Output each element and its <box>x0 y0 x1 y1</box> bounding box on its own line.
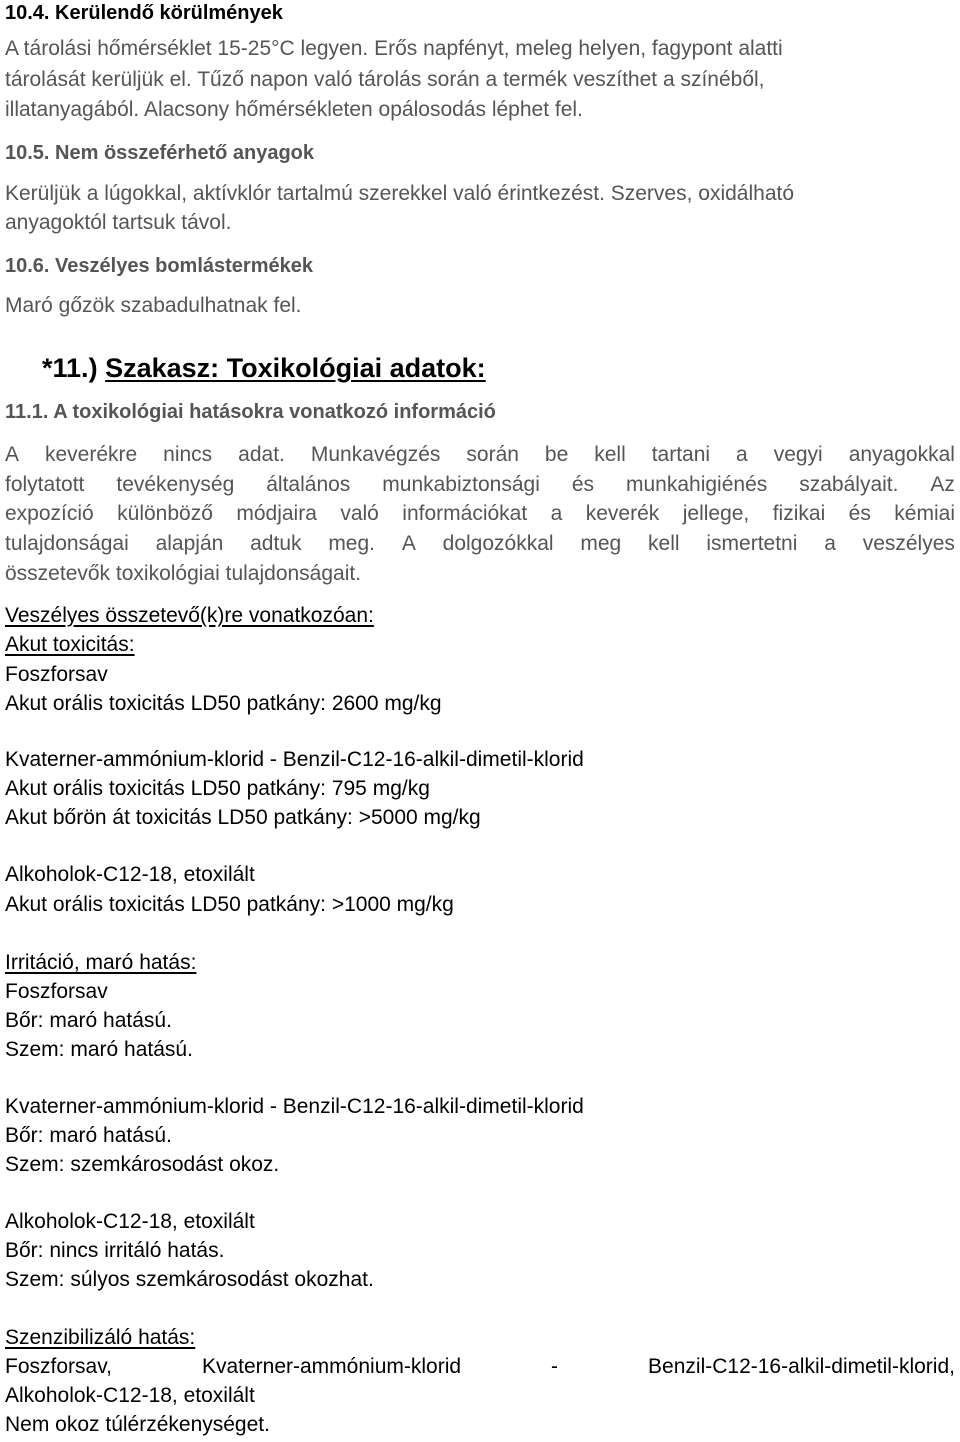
text-10-6-line-1: Maró gőzök szabadulhatnak fel. <box>5 294 302 317</box>
text-10-5-line-2: anyagoktól tartsuk távol. <box>5 211 232 234</box>
section-11-number: *11. <box>42 353 89 383</box>
text-10-4-line-2: tárolását kerüljük el. Tűző napon való tárolás során a termék veszíthet a színéből, <box>5 68 765 91</box>
irr-line-4: Kvaterner-ammónium-klorid - Benzil-C12-16-alkil-dimetil-klorid <box>5 1095 584 1118</box>
sens-line-1: Foszforsav, Kvaterner-ammónium-klorid - Benzil-C12-16-alkil-dimetil-klorid, <box>5 1355 955 1378</box>
acute-line-7: Akut orális toxicitás LD50 patkány: >1000 mg/kg <box>5 893 454 916</box>
text-10-4-line-1: A tárolási hőmérséklet 15-25°C legyen. Erős napfényt, meleg helyen, fagypont alatti <box>5 37 783 60</box>
sens-line-3: Nem okoz túlérzékenységet. <box>5 1413 270 1436</box>
acute-line-1: Foszforsav <box>5 663 108 686</box>
irr-line-5: Bőr: maró hatású. <box>5 1124 172 1147</box>
section-11-name: Szakasz: Toxikológiai adatok: <box>105 353 486 383</box>
heading-10-4: 10.4. Kerülendő körülmények <box>5 2 283 24</box>
irritation-label: Irritáció, maró hatás: <box>5 951 197 974</box>
para-11-line-4: tulajdonságai alapján adtuk meg. A dolgozókkal meg kell ismertetni a veszélyes <box>5 532 955 555</box>
heading-10-6: 10.6. Veszélyes bomlástermékek <box>5 255 313 277</box>
sensitization-label: Szenzibilizáló hatás: <box>5 1326 196 1349</box>
section-11-paren: ) <box>88 353 98 383</box>
irr-line-2: Bőr: maró hatású. <box>5 1009 172 1032</box>
heading-11-1: 11.1. A toxikológiai hatásokra vonatkozó információ <box>5 401 496 423</box>
acute-line-6: Alkoholok-C12-18, etoxilált <box>5 863 255 886</box>
acute-line-5: Akut bőrön át toxicitás LD50 patkány: >5000 mg/kg <box>5 806 481 829</box>
acute-line-2: Akut orális toxicitás LD50 patkány: 2600 mg/kg <box>5 692 442 715</box>
para-11-line-5: összetevők toxikológiai tulajdonságait. <box>5 562 362 585</box>
irr-line-9: Szem: súlyos szemkárosodást okozhat. <box>5 1268 374 1291</box>
text-10-4-line-3: illatanyagából. Alacsony hőmérsékleten opálosodás léphet fel. <box>5 98 583 121</box>
irr-line-1: Foszforsav <box>5 980 108 1003</box>
irr-line-6: Szem: szemkárosodást okoz. <box>5 1153 280 1176</box>
irr-line-3: Szem: maró hatású. <box>5 1038 193 1061</box>
section-11-title <box>42 352 486 384</box>
components-heading: Veszélyes összetevő(k)re vonatkozóan: <box>5 604 374 627</box>
irr-line-7: Alkoholok-C12-18, etoxilált <box>5 1210 255 1233</box>
acute-line-4: Akut orális toxicitás LD50 patkány: 795 mg/kg <box>5 777 430 800</box>
para-11-line-1: A keverékre nincs adat. Munkavégzés során be kell tartani a vegyi anyagokkal <box>5 443 955 466</box>
sens-line-2: Alkoholok-C12-18, etoxilált <box>5 1384 255 1407</box>
irr-line-8: Bőr: nincs irritáló hatás. <box>5 1239 225 1262</box>
heading-10-5: 10.5. Nem összeférhető anyagok <box>5 142 315 164</box>
acute-line-3: Kvaterner-ammónium-klorid - Benzil-C12-16-alkil-dimetil-klorid <box>5 748 584 771</box>
para-11-line-3: expozíció különböző módjaira való információkat a keverék jellege, fizikai és kémiai <box>5 502 955 525</box>
acute-toxicity-label: Akut toxicitás: <box>5 633 135 656</box>
para-11-line-2: folytatott tevékenység általános munkabiztonsági és munkahigiénés szabályait. Az <box>5 473 955 496</box>
text-10-5-line-1: Kerüljük a lúgokkal, aktívklór tartalmú szerekkel való érintkezést. Szerves, oxidálható <box>5 182 795 205</box>
